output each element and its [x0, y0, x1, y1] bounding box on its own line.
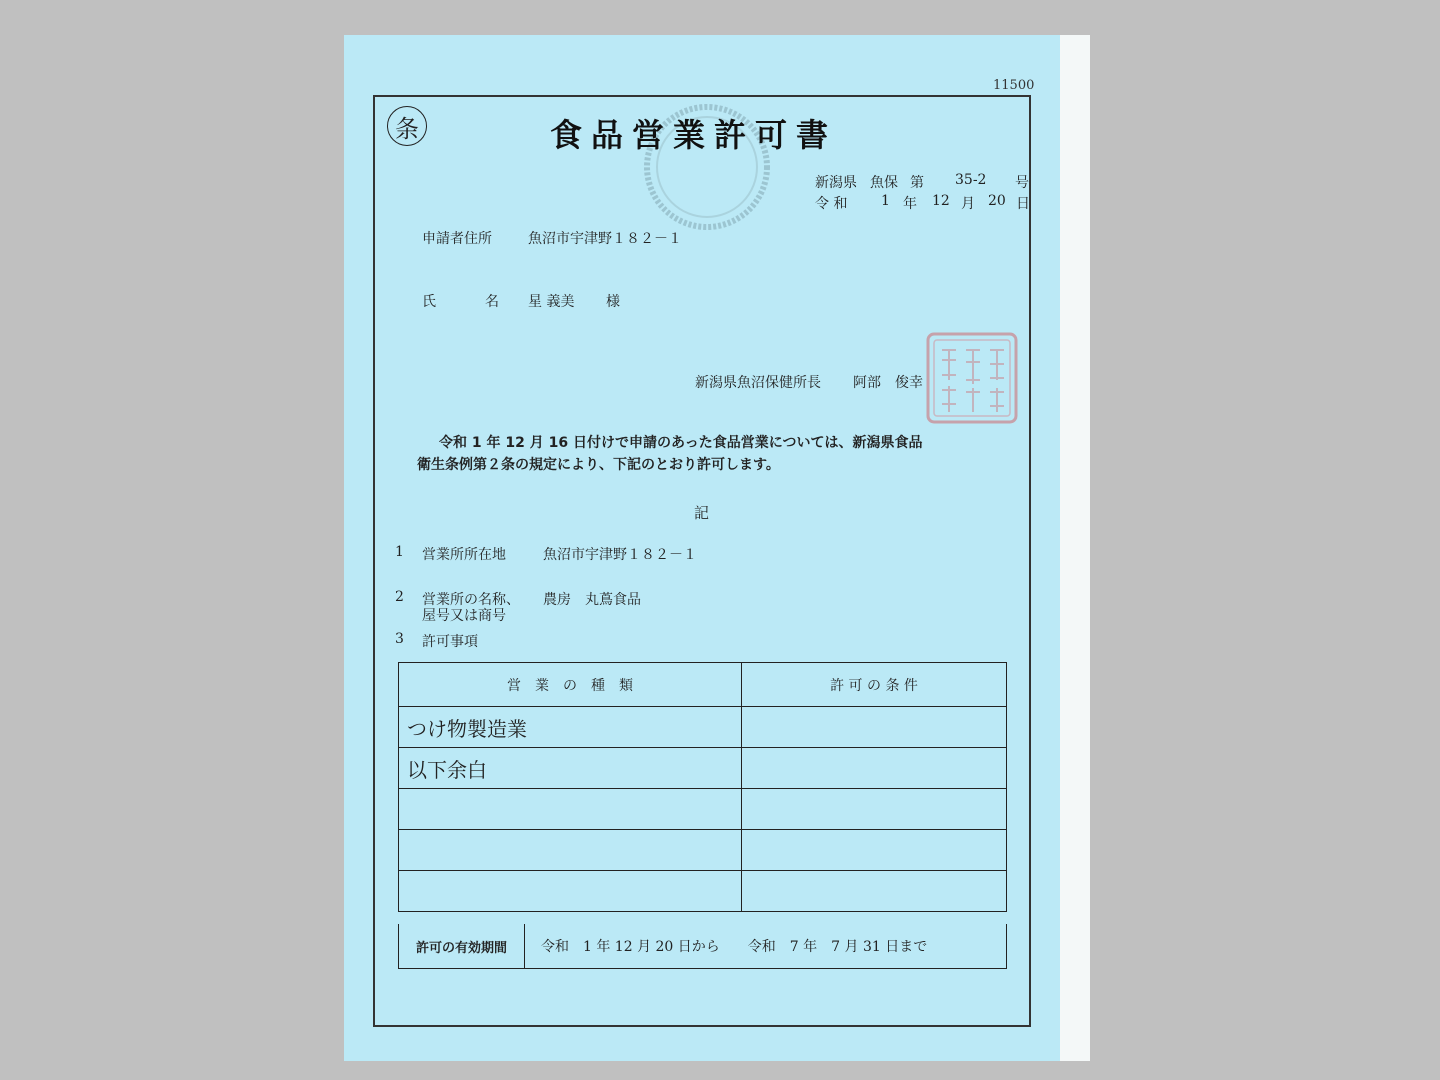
issuer-title: 新潟県魚沼保健所長	[695, 375, 821, 391]
table-row	[399, 789, 1007, 830]
business-type-cell	[399, 830, 742, 871]
issue-year: 1	[881, 193, 890, 209]
issue-hi: 日	[1016, 196, 1030, 212]
permit-prefecture: 新潟県	[815, 175, 857, 191]
issuer-name: 阿部 俊幸	[853, 375, 923, 391]
item-2-label2: 屋号又は商号	[422, 608, 506, 624]
permit-items-table	[398, 662, 1007, 912]
item-1-label: 営業所所在地	[422, 547, 506, 563]
official-seal-icon	[924, 330, 1020, 426]
condition-cell	[742, 830, 1007, 871]
permit-go: 号	[1015, 175, 1029, 191]
item-2-label: 営業所の名称、	[422, 592, 520, 608]
permit-number-value: 35-2	[955, 172, 987, 188]
business-type-cell	[399, 871, 742, 912]
business-type-cell: つけ物製造業	[399, 707, 742, 748]
table-row	[399, 871, 1007, 912]
body-line-1: 令和 1 年 12 月 16 日付けで申請のあった食品営業については、新潟県食品	[439, 435, 923, 451]
item-1-number: 1	[395, 544, 404, 560]
permit-dai: 第	[910, 175, 924, 191]
serial-number: 11500	[993, 78, 1035, 93]
item-2-value: 農房 丸蔦食品	[543, 592, 641, 608]
condition-cell	[742, 748, 1007, 789]
header-business-type: 営 業 の 種 類	[399, 663, 742, 707]
condition-cell	[742, 707, 1007, 748]
validity-period-row	[398, 924, 1007, 969]
name-label-1: 氏	[422, 294, 436, 310]
condition-cell	[742, 789, 1007, 830]
item-2-number: 2	[395, 589, 404, 605]
business-type-cell: 以下余白	[399, 748, 742, 789]
header-permit-condition: 許 可 の 条 件	[742, 663, 1007, 707]
issue-nen: 年	[903, 196, 917, 212]
item-1-value: 魚沼市宇津野１８２－１	[543, 547, 697, 563]
ki-heading: 記	[694, 504, 710, 522]
table-row	[399, 707, 1007, 748]
issue-era: 令 和	[815, 196, 848, 212]
item-3-number: 3	[395, 631, 404, 647]
document-title: 食品営業許可書	[550, 116, 838, 154]
applicant-address: 魚沼市宇津野１８２－１	[528, 231, 682, 247]
body-line-2: 衛生条例第２条の規定により、下記のとおり許可します。	[417, 457, 780, 473]
paper-edge	[1060, 35, 1090, 1061]
table-row	[399, 748, 1007, 789]
table-header-row	[399, 663, 1007, 707]
permit-body-text	[417, 432, 1007, 476]
permit-office: 魚保	[870, 175, 898, 191]
article-mark	[387, 106, 427, 146]
condition-cell	[742, 871, 1007, 912]
name-label-2: 名	[485, 294, 499, 310]
article-mark-text: 条	[395, 114, 419, 143]
validity-value: 令和 1 年 12 月 20 日から 令和 7 年 7 月 31 日まで	[541, 939, 928, 955]
applicant-address-label: 申請者住所	[422, 231, 492, 247]
validity-label: 許可の有効期間	[399, 924, 525, 968]
applicant-honorific: 様	[606, 294, 620, 310]
issue-tsuki: 月	[961, 196, 975, 212]
applicant-name: 星 義美	[528, 294, 575, 310]
issue-month: 12	[932, 193, 950, 209]
issue-day: 20	[988, 193, 1006, 209]
item-3-label: 許可事項	[422, 634, 478, 650]
business-type-cell	[399, 789, 742, 830]
table-row	[399, 830, 1007, 871]
